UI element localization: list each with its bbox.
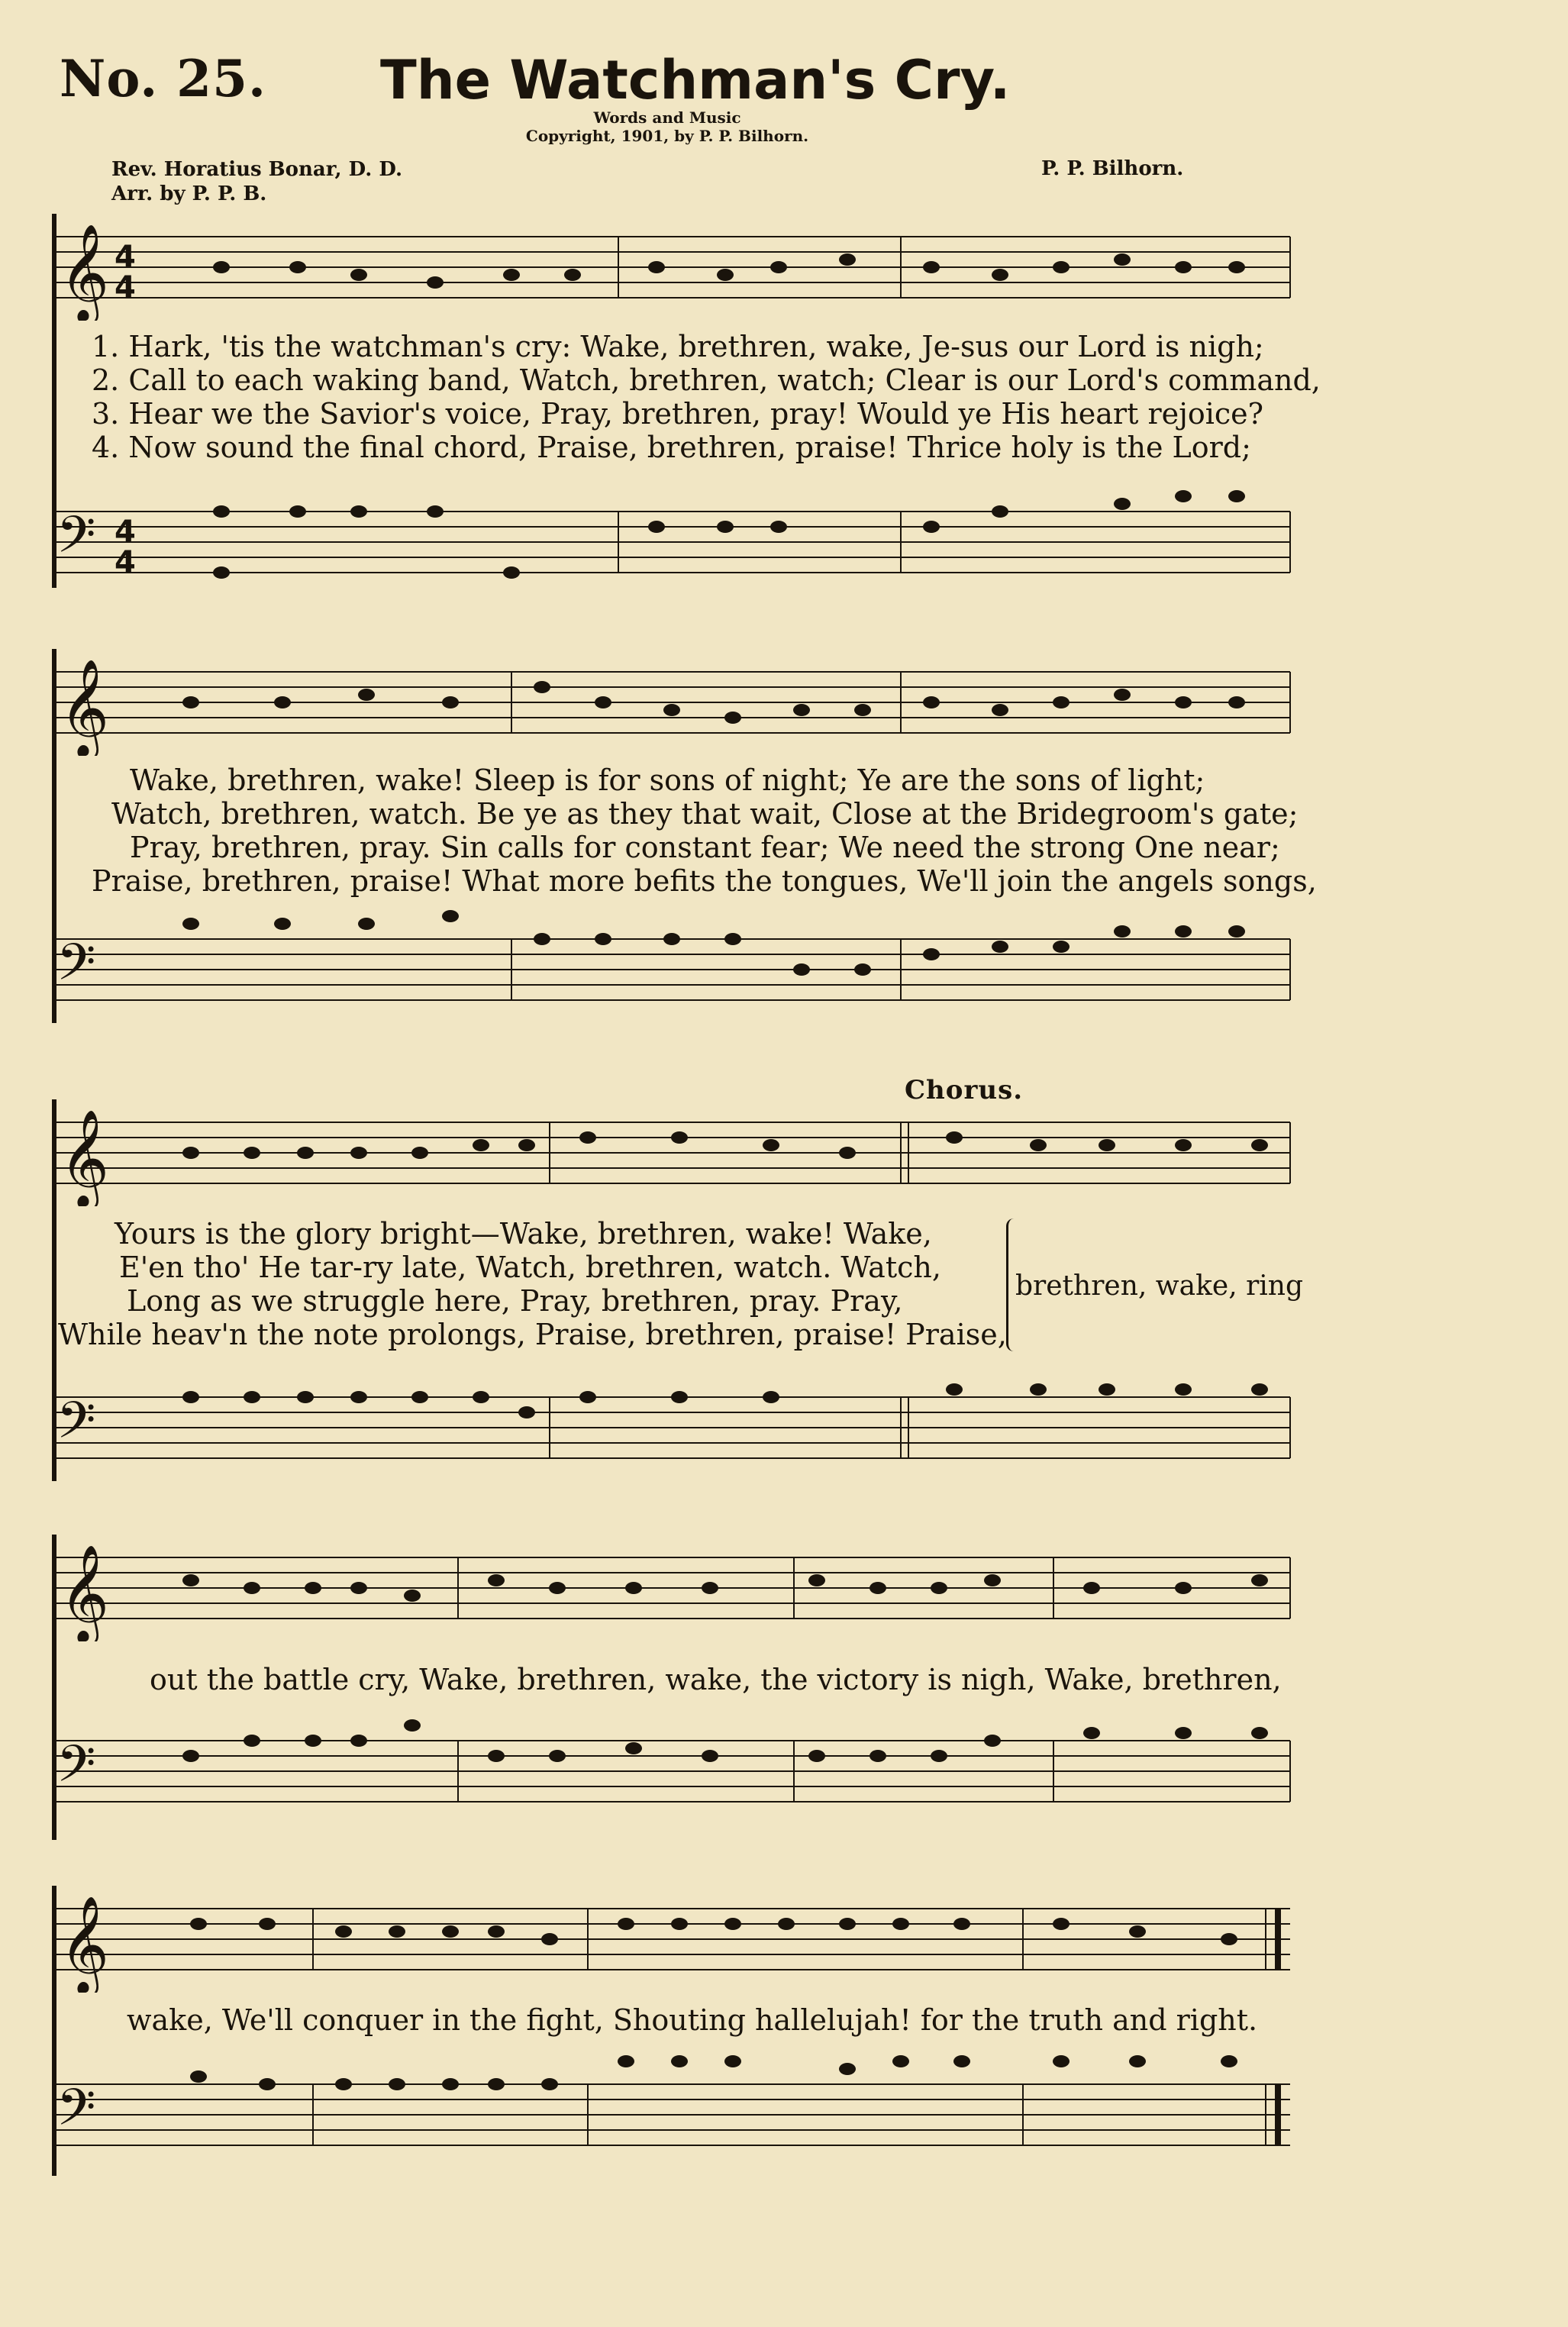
verse-3-line-1: 3. Hear we the Savior's voice, Pray, brethren, pray! Would ye His heart rejoice? (92, 397, 1264, 431)
verse-2-line-2: Watch, brethren, watch. Be ye as they that wait, Close at the Bridegroom's gate; (111, 797, 1299, 831)
chorus-line-1: out the battle cry, Wake, brethren, wake, the victory is nigh, Wake, brethren, (150, 1663, 1282, 1696)
chorus-shared-lyric: brethren, wake, ring (1015, 1270, 1304, 1302)
treble-staff-3 (53, 1107, 1298, 1206)
svg-text:4: 4 (115, 270, 136, 305)
author-credit (111, 157, 402, 206)
svg-text:𝄞: 𝄞 (60, 1544, 110, 1641)
verse-1-line-3: Yours is the glory bright—Wake, brethren, wake! Wake, (115, 1217, 932, 1251)
bass-staff-5 (53, 2054, 1298, 2168)
svg-text:𝄢: 𝄢 (56, 2078, 96, 2149)
verse-2-line-3: E'en tho' He tar-ry late, Watch, brethren, watch. Watch, (119, 1251, 941, 1284)
treble-staff-2 (53, 657, 1298, 756)
copyright-line-2: Copyright, 1901, by P. P. Bilhorn. (525, 127, 809, 145)
verse-3-line-3: Long as we struggle here, Pray, brethren, pray. Pray, (127, 1284, 903, 1318)
treble-staff-4 (53, 1542, 1298, 1641)
chorus-label: Chorus. (905, 1075, 1024, 1105)
verse-2-line-1: 2. Call to each waking band, Watch, brethren, watch; Clear is our Lord's command, (92, 363, 1321, 397)
verse-1-line-1: 1. Hark, 'tis the watchman's cry: Wake, brethren, wake, Je-sus our Lord is nigh; (92, 330, 1264, 363)
verse-3-line-2: Pray, brethren, pray. Sin calls for constant fear; We need the strong One near; (130, 831, 1280, 864)
composer-credit: P. P. Bilhorn. (1041, 157, 1184, 180)
verse-4-line-2: Praise, brethren, praise! What more befits the tongues, We'll join the angels songs, (92, 864, 1317, 898)
chorus-line-2: wake, We'll conquer in the fight, Shouting hallelujah! for the truth and right. (127, 2003, 1258, 2037)
treble-staff-1 (53, 221, 1298, 321)
hymn-title: The Watchman's Cry. (380, 49, 1011, 111)
svg-text:4: 4 (115, 545, 136, 580)
svg-text:𝄞: 𝄞 (60, 1895, 110, 1993)
verse-4-line-1: 4. Now sound the final chord, Praise, brethren, praise! Thrice holy is the Lord; (92, 431, 1251, 464)
bass-staff-2 (53, 909, 1298, 1023)
svg-text:4: 4 (115, 240, 136, 275)
svg-text:4: 4 (115, 515, 136, 550)
svg-text:𝄞: 𝄞 (60, 1109, 110, 1206)
bass-staff-3 (53, 1367, 1298, 1481)
copyright-line-1: Words and Music (593, 108, 741, 127)
title-row (60, 49, 1357, 118)
svg-text:𝄢: 𝄢 (56, 1391, 96, 1462)
bass-staff-4 (53, 1710, 1298, 1825)
svg-text:𝄢: 𝄢 (56, 505, 96, 576)
treble-staff-5 (53, 1893, 1298, 1993)
author-line-2: Arr. by P. P. B. (111, 182, 267, 205)
bass-staff-1 (53, 489, 1298, 595)
verse-4-line-3: While heav'n the note prolongs, Praise, brethren, praise! Praise, (58, 1318, 1007, 1351)
svg-text:𝄞: 𝄞 (60, 223, 110, 321)
copyright-notice (507, 108, 828, 145)
hymn-number: No. 25. (60, 49, 266, 108)
svg-text:𝄢: 𝄢 (56, 1735, 96, 1806)
svg-text:𝄢: 𝄢 (56, 933, 96, 1004)
verse-1-line-2: Wake, brethren, wake! Sleep is for sons of night; Ye are the sons of light; (130, 763, 1205, 797)
svg-text:𝄞: 𝄞 (60, 658, 110, 756)
author-line-1: Rev. Horatius Bonar, D. D. (111, 158, 403, 181)
